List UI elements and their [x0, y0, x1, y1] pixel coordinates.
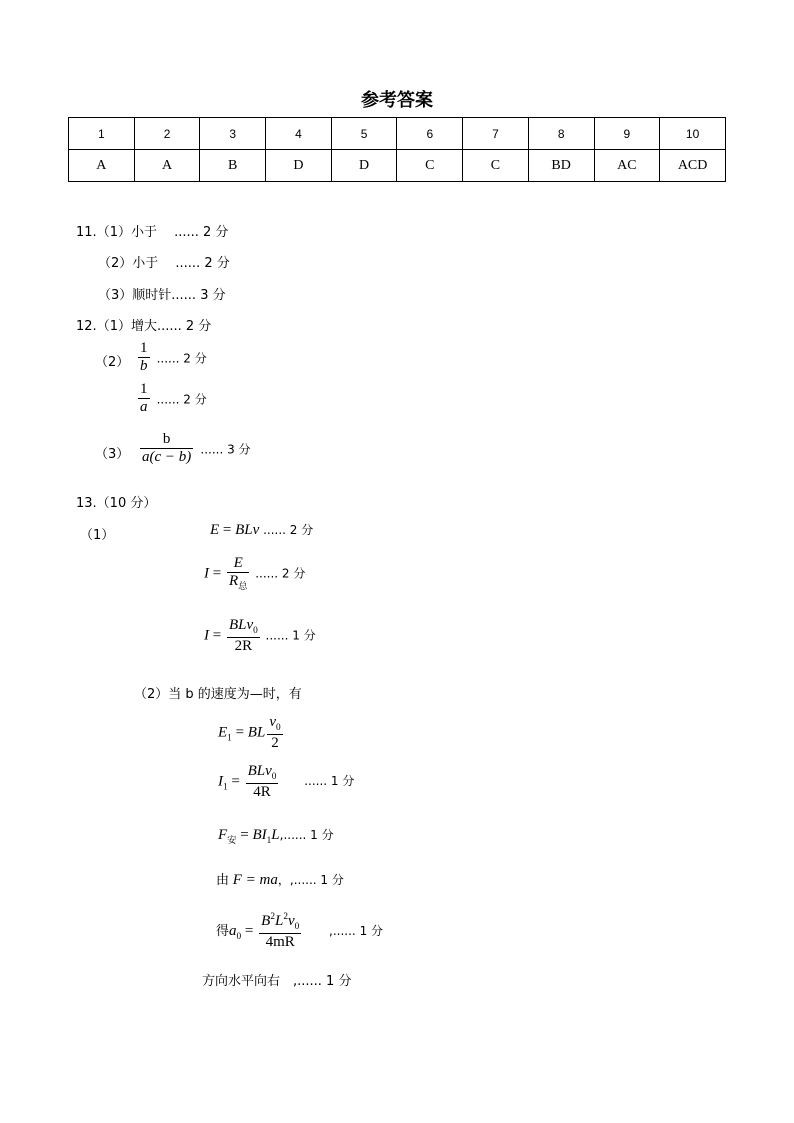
points-label: ...... 2 分: [156, 351, 207, 366]
q12-part1-text: （1）增大...... 2 分: [96, 319, 212, 334]
q13-direction: 方向水平向右 ,...... 1 分: [202, 974, 352, 989]
fraction-numerator: BLv: [228, 617, 254, 633]
answer-cell: BD: [528, 150, 594, 182]
eq-rhs: BI: [252, 827, 267, 843]
question-number-cell: 7: [463, 118, 529, 150]
points-label: ...... 1 分: [265, 628, 316, 643]
q11-part1-text: （1）小于 ...... 2 分: [96, 225, 229, 240]
fraction: [246, 763, 279, 801]
fraction-numerator: BLv: [247, 763, 272, 779]
answer-table-answer-row: [69, 150, 726, 182]
eq-lhs: a: [229, 922, 237, 939]
q11-part2: （2）小于 ...... 2 分: [98, 256, 230, 271]
answer-cell: B: [200, 150, 266, 182]
eq-lhs: E: [218, 724, 228, 741]
q13-header: 13.（10 分）: [76, 496, 157, 511]
points-label: ...... 2 分: [255, 566, 306, 581]
answer-table-number-row: [69, 118, 726, 150]
eq-lhs: E: [210, 522, 220, 538]
eq-rhs-tail: L: [271, 827, 280, 843]
subscript: 0: [271, 772, 277, 782]
question-number-cell: 6: [397, 118, 463, 150]
fraction: [138, 340, 150, 376]
equation-current: I = $\frac{E}{R_总}$ ...... 2 分: [204, 555, 306, 593]
subscript: 0: [275, 723, 281, 733]
points-label: ...... 1 分: [304, 774, 355, 789]
subscript: 1: [266, 836, 272, 846]
eq-rhs: BL: [247, 724, 266, 741]
answer-cell: AC: [594, 150, 660, 182]
question-number-cell: 3: [200, 118, 266, 150]
fraction: [140, 431, 193, 467]
fraction-denominator: a: [140, 399, 148, 416]
q12-part3-answer: [138, 431, 251, 467]
equation-current-value: I = $\frac{BLv_0}{2R}$ ...... 1 分: [204, 617, 316, 654]
points-label: ...... 2 分: [156, 392, 207, 407]
answer-cell: C: [463, 150, 529, 182]
fraction-denominator: R: [228, 573, 239, 590]
subscript: 0: [253, 626, 258, 636]
question-number-cell: 2: [134, 118, 200, 150]
question-number-cell: 8: [528, 118, 594, 150]
symbol: L: [274, 913, 284, 929]
fraction-denominator: b: [140, 358, 148, 375]
eq-lhs: I: [204, 627, 209, 644]
answer-table: [68, 117, 726, 182]
q12-part2-answer-a: [136, 340, 207, 376]
eq-rhs: BLv: [235, 522, 260, 538]
q12-part1: [76, 315, 211, 334]
subscript: 安: [227, 836, 237, 846]
subscript: 0: [294, 922, 300, 932]
equation-ampere-force: $F_安 = BI_1L$,...... 1 分: [218, 827, 334, 846]
points-label: ,...... 1 分: [279, 828, 334, 842]
subscript: 1: [227, 733, 232, 744]
superscript: 2: [283, 912, 288, 922]
eq-expression: F = ma: [232, 872, 278, 888]
points-label: ...... 2 分: [263, 523, 314, 537]
fraction-numerator: E: [227, 555, 249, 573]
subscript: 0: [236, 931, 242, 942]
eq-prefix: 由: [216, 872, 230, 887]
fraction-numerator: 1: [138, 340, 150, 358]
q12-part2-label: （2）: [95, 355, 130, 370]
fraction: [227, 555, 249, 593]
answer-cell: D: [266, 150, 332, 182]
question-number-cell: 10: [660, 118, 726, 150]
points-label: ,...... 1 分: [329, 923, 384, 938]
equation-acceleration: 得$a_0$ = $\frac{B^2L^2v_0}{4mR}$ ,...... 1 分: [216, 912, 384, 950]
fraction-numerator: v: [269, 714, 276, 730]
eq-lhs: F: [218, 827, 228, 843]
question-number-cell: 5: [331, 118, 397, 150]
points-label: ...... 3 分: [200, 442, 251, 457]
q11-part1: [76, 221, 228, 240]
subscript: 1: [223, 782, 228, 793]
answer-cell: A: [134, 150, 200, 182]
page-title: 参考答案: [361, 90, 433, 111]
fraction-numerator: b: [140, 431, 193, 449]
equation-current-1: $I_1$ = $\frac{BLv_0}{4R}$ ...... 1 分: [218, 763, 355, 800]
fraction-denominator: 4mR: [265, 933, 295, 950]
subscript: 总: [238, 582, 248, 593]
superscript: 2: [270, 912, 275, 922]
question-number-cell: 4: [266, 118, 332, 150]
question-number-cell: 9: [594, 118, 660, 150]
fraction-numerator: 1: [138, 381, 150, 399]
eq-prefix: 得: [216, 922, 230, 938]
equation-emf: E = BLv ...... 2 分: [210, 522, 314, 538]
q12-part2-answer-b: [136, 381, 207, 417]
q13-part2-intro: （2）当 b 的速度为—时，有: [134, 687, 302, 702]
q11-part3: （3）顺时针...... 3 分: [98, 288, 226, 303]
fraction: [227, 617, 260, 655]
q12-part3-label: （3）: [95, 447, 130, 462]
symbol: B: [261, 913, 271, 929]
equation-emf-1: $E_1$ = BL $\frac{v_0}{2}$: [218, 714, 281, 751]
q12-label: 12.: [76, 319, 97, 334]
eq-lhs: I: [218, 773, 223, 790]
fraction-denominator: 2R: [234, 637, 253, 654]
answer-cell: A: [69, 150, 135, 182]
q13-part1-label: （1）: [80, 528, 115, 543]
answer-cell: ACD: [660, 150, 726, 182]
answer-cell: D: [331, 150, 397, 182]
fraction-denominator: 2: [271, 734, 279, 751]
fraction: [259, 912, 301, 951]
q11-label: 11.: [76, 225, 97, 240]
equation-newton: [216, 869, 344, 889]
symbol: v: [287, 913, 295, 929]
question-number-cell: 1: [69, 118, 135, 150]
points-label: ，,...... 1 分: [277, 873, 344, 887]
answer-cell: C: [397, 150, 463, 182]
fraction-denominator: 4R: [253, 783, 271, 800]
fraction: [138, 381, 150, 417]
fraction: [267, 714, 282, 752]
fraction-denominator: a(c − b): [142, 449, 192, 466]
eq-lhs: I: [204, 565, 209, 582]
